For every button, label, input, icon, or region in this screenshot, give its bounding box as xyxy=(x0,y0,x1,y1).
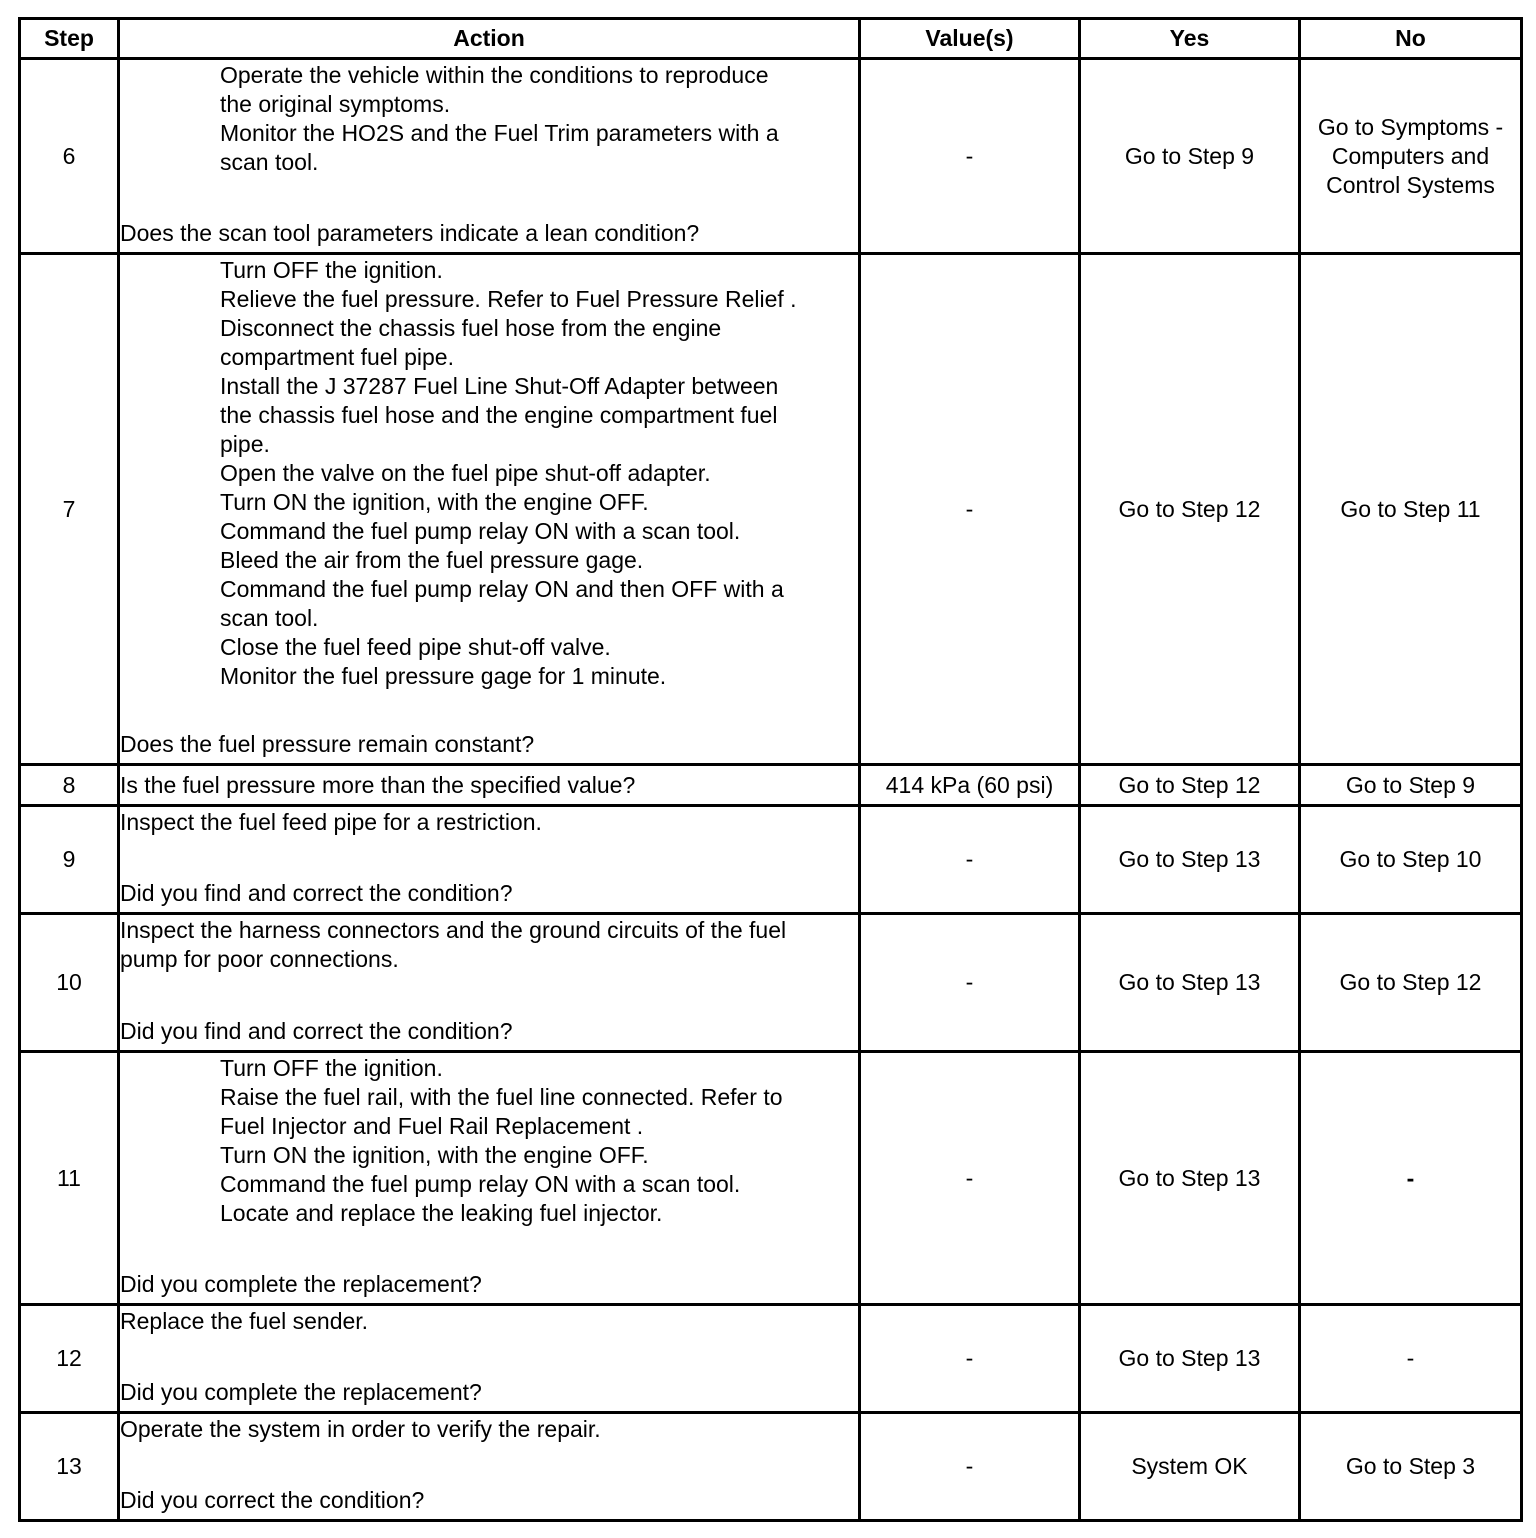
yes-cell: Go to Step 13 xyxy=(1080,806,1300,914)
step-number: 11 xyxy=(20,1052,119,1305)
diagnostic-table xyxy=(18,17,1523,1522)
action-question: Did you find and correct the condition? xyxy=(120,879,513,906)
no-cell: Go to Step 11 xyxy=(1300,254,1522,765)
action-cell xyxy=(119,806,860,914)
action-cell xyxy=(119,914,860,1052)
action-instructions: Operate the vehicle within the conditions to reproduce the original symptoms. Monitor the HO2S and the Fuel Trim parameters with a scan tool. xyxy=(220,61,779,175)
action-cell xyxy=(119,1305,860,1413)
step-number: 13 xyxy=(20,1413,119,1521)
no-cell: Go to Step 12 xyxy=(1300,914,1522,1052)
yes-cell: Go to Step 12 xyxy=(1080,254,1300,765)
step-number: 6 xyxy=(20,59,119,254)
table-row-step-6 xyxy=(20,59,1522,254)
table-row-step-11 xyxy=(20,1052,1522,1305)
header-row xyxy=(20,19,1522,59)
value-cell: - xyxy=(860,806,1080,914)
table-row-step-9 xyxy=(20,806,1522,914)
action-question: Does the fuel pressure remain constant? xyxy=(120,730,535,757)
action-question: Did you complete the replacement? xyxy=(120,1378,482,1405)
yes-cell: System OK xyxy=(1080,1413,1300,1521)
yes-cell: Go to Step 13 xyxy=(1080,914,1300,1052)
action-instructions: Turn OFF the ignition. Relieve the fuel pressure. Refer to Fuel Pressure Relief . Disconnect the chassis fuel hose from the engine compartment fuel pipe. Install the J 37287 Fuel Line Shut-Off Adapter between the chassis fuel hose and the engine compartment fuel pipe. Open the valve on the fuel pipe shut-off adapter. Turn ON the ignition, with the engine OFF. Command the fuel pump relay ON with a scan tool. Bleed the air from the fuel pressure gage. Command the fuel pump relay ON and then OFF with a scan tool. Close the fuel feed pipe shut-off valve. Monitor the fuel pressure gage for 1 minute. xyxy=(220,256,797,689)
header-values: Value(s) xyxy=(860,19,1080,59)
action-instructions: Replace the fuel sender. xyxy=(120,1307,369,1334)
step-number: 9 xyxy=(20,806,119,914)
value-cell: - xyxy=(860,1052,1080,1305)
action-cell xyxy=(119,1413,860,1521)
no-cell: Go to Step 9 xyxy=(1300,765,1522,806)
action-question: Did you find and correct the condition? xyxy=(120,1017,513,1044)
no-cell: Go to Step 3 xyxy=(1300,1413,1522,1521)
table-row-step-8 xyxy=(20,765,1522,806)
no-cell: - xyxy=(1300,1305,1522,1413)
yes-cell: Go to Step 13 xyxy=(1080,1052,1300,1305)
header-action: Action xyxy=(119,19,860,59)
header-yes: Yes xyxy=(1080,19,1300,59)
value-cell: - xyxy=(860,254,1080,765)
table-row-step-13 xyxy=(20,1413,1522,1521)
action-instructions: Operate the system in order to verify the repair. xyxy=(120,1415,601,1442)
yes-cell: Go to Step 13 xyxy=(1080,1305,1300,1413)
value-cell: - xyxy=(860,59,1080,254)
step-number: 8 xyxy=(20,765,119,806)
step-number: 7 xyxy=(20,254,119,765)
action-question: Is the fuel pressure more than the specified value? xyxy=(120,771,636,798)
value-cell: - xyxy=(860,1413,1080,1521)
yes-cell: Go to Step 12 xyxy=(1080,765,1300,806)
action-cell xyxy=(119,765,860,806)
action-instructions: Turn OFF the ignition. Raise the fuel rail, with the fuel line connected. Refer to Fuel Injector and Fuel Rail Replacement . Turn ON the ignition, with the engine OFF. Command the fuel pump relay ON with a scan tool. Locate and replace the leaking fuel injector. xyxy=(220,1054,783,1226)
action-cell xyxy=(119,59,860,254)
value-cell: - xyxy=(860,914,1080,1052)
action-cell xyxy=(119,254,860,765)
header-no: No xyxy=(1300,19,1522,59)
no-cell: Go to Symptoms - Computers and Control Systems xyxy=(1300,59,1522,254)
action-question: Does the scan tool parameters indicate a lean condition? xyxy=(120,219,700,246)
no-cell: - xyxy=(1300,1052,1522,1305)
action-cell xyxy=(119,1052,860,1305)
action-instructions: Inspect the fuel feed pipe for a restriction. xyxy=(120,808,542,835)
table-row-step-12 xyxy=(20,1305,1522,1413)
action-question: Did you complete the replacement? xyxy=(120,1270,482,1297)
value-cell: 414 kPa (60 psi) xyxy=(860,765,1080,806)
yes-cell: Go to Step 9 xyxy=(1080,59,1300,254)
table-row-step-10 xyxy=(20,914,1522,1052)
action-instructions: Inspect the harness connectors and the ground circuits of the fuel pump for poor connections. xyxy=(120,916,787,972)
value-cell: - xyxy=(860,1305,1080,1413)
step-number: 12 xyxy=(20,1305,119,1413)
no-cell: Go to Step 10 xyxy=(1300,806,1522,914)
step-number: 10 xyxy=(20,914,119,1052)
header-step: Step xyxy=(20,19,119,59)
action-question: Did you correct the condition? xyxy=(120,1486,425,1513)
table-row-step-7 xyxy=(20,254,1522,765)
